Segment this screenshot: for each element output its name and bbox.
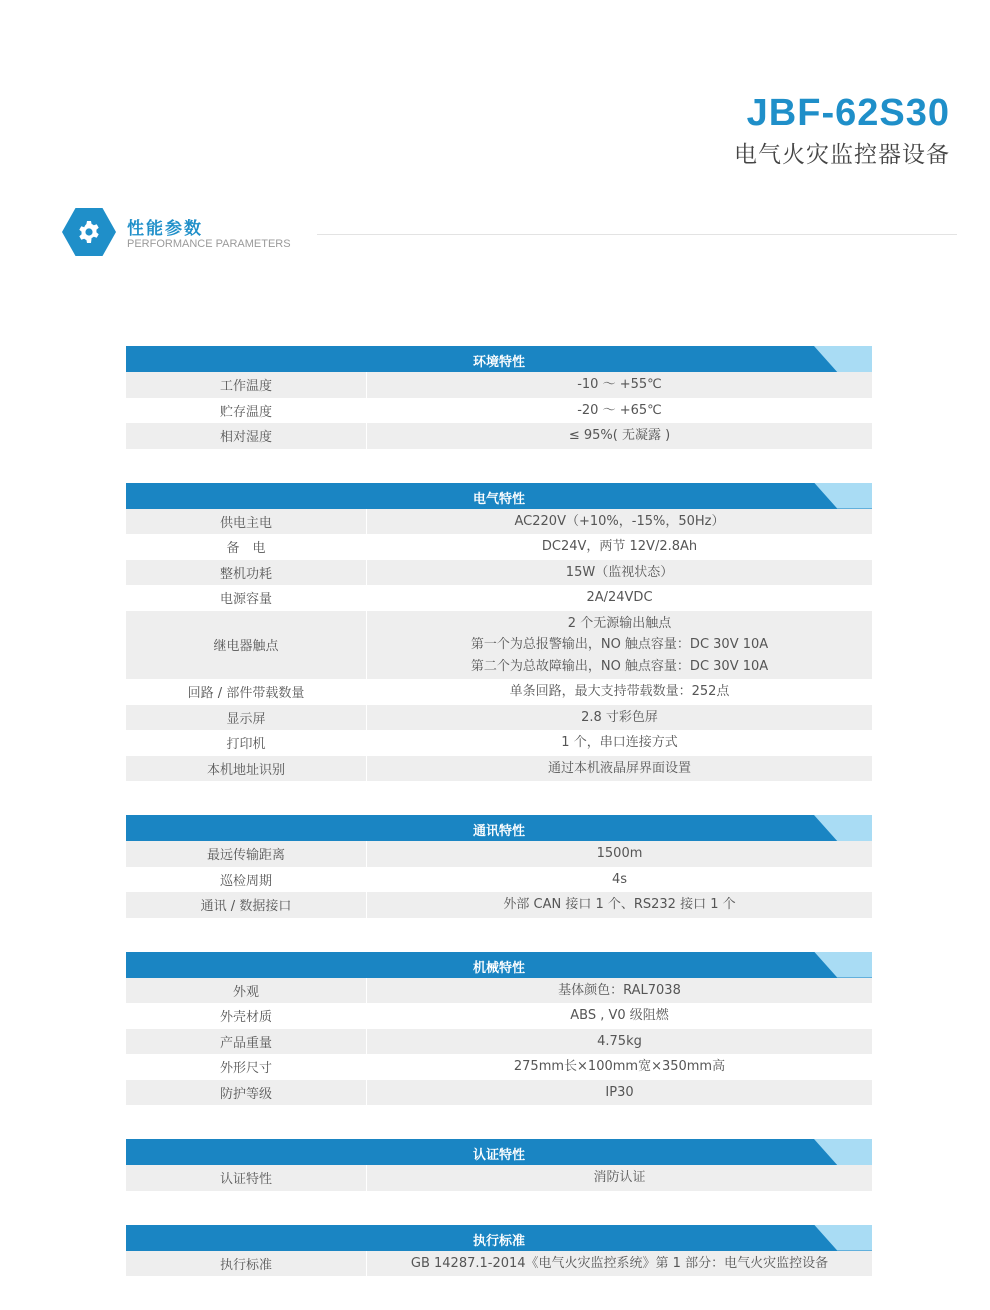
- product-name: 电气火灾监控器设备: [734, 142, 950, 168]
- row-value-line: AC220V（+10%，-15%，50Hz）: [514, 513, 725, 529]
- row-label: 显示屏: [126, 705, 367, 731]
- row-label: 外形尺寸: [126, 1054, 367, 1080]
- table-title: 环境特性: [472, 355, 525, 370]
- row-label: 工作温度: [126, 372, 367, 398]
- row-label: 最远传输距离: [126, 841, 367, 867]
- table-row: [126, 534, 872, 560]
- row-value: [367, 730, 872, 756]
- row-value-line: 基体颜色：RAL7038: [558, 982, 681, 998]
- row-value-line: ABS , V0 级阻燃: [570, 1008, 669, 1023]
- spec-table: [126, 1225, 872, 1277]
- row-value-line: GB 14287.1-2014《电气火灾监控系统》第 1 部分：电气火灾监控设备: [410, 1255, 829, 1271]
- row-label: 整机功耗: [126, 560, 367, 586]
- row-value: [367, 1003, 872, 1029]
- table-row: [126, 705, 872, 731]
- row-value: [367, 867, 872, 893]
- row-value: [367, 756, 872, 782]
- table-header-band: [126, 1139, 872, 1165]
- row-value-line: 4s: [611, 871, 628, 887]
- row-value-line: 第二个为总故障输出，NO 触点容量：DC 30V 10A: [470, 658, 769, 674]
- row-value-line: 275mm长×100mm宽×350mm高: [513, 1059, 726, 1074]
- row-value-line: 通过本机液晶屏界面设置: [547, 760, 691, 776]
- model-number: JBF-62S30: [746, 92, 950, 134]
- table-header-band: [126, 815, 872, 841]
- spec-table: [126, 1139, 872, 1191]
- table-row: [126, 841, 872, 867]
- row-value-line: ≤ 95%( 无凝露 ): [568, 428, 671, 443]
- row-label: 回路 / 部件带载数量: [126, 679, 367, 705]
- table-title: 执行标准: [472, 1233, 525, 1249]
- table-row: [126, 1003, 872, 1029]
- row-value-line: IP30: [605, 1084, 634, 1100]
- table-row: [126, 756, 872, 782]
- row-value: [367, 1165, 872, 1191]
- spec-table: [126, 483, 872, 782]
- row-value-line: 1 个，串口连接方式: [561, 735, 678, 750]
- spec-table: [126, 952, 872, 1106]
- row-value-line: 2.8 寸彩色屏: [581, 709, 658, 725]
- section-subtitle: PERFORMANCE PARAMETERS: [127, 238, 291, 250]
- spec-table: [126, 346, 872, 449]
- table-row: [126, 1054, 872, 1080]
- table-title: 通讯特性: [472, 824, 525, 839]
- table-row: [126, 978, 872, 1004]
- row-value: [367, 841, 872, 867]
- table-row: [126, 585, 872, 611]
- gear-icon: [77, 220, 101, 244]
- row-label: 本机地址识别: [126, 756, 367, 782]
- row-label: 通讯 / 数据接口: [126, 892, 367, 918]
- table-header-band: [126, 483, 872, 509]
- row-label: 防护等级: [126, 1080, 367, 1106]
- table-header-band: [126, 952, 872, 978]
- row-value-line: 4.75kg: [597, 1033, 642, 1049]
- section-title: 性能参数: [127, 219, 203, 239]
- row-value-line: 外部 CAN 接口 1 个、RS232 接口 1 个: [503, 897, 736, 912]
- table-row: [126, 423, 872, 449]
- row-label: 继电器触点: [126, 611, 367, 680]
- section-divider: [317, 234, 957, 235]
- table-row: [126, 679, 872, 705]
- row-value-line: 1500m: [596, 846, 643, 861]
- row-value: [367, 372, 872, 398]
- row-label: 供电主电: [126, 509, 367, 535]
- row-value-line: 单条回路，最大支持带载数量：252点: [509, 684, 730, 699]
- row-value: [367, 509, 872, 535]
- row-label: 认证特性: [126, 1165, 367, 1191]
- row-label: 产品重量: [126, 1029, 367, 1055]
- row-label: 贮存温度: [126, 398, 367, 424]
- row-label: 执行标准: [126, 1251, 367, 1277]
- row-value: [367, 1080, 872, 1106]
- table-row: [126, 1080, 872, 1106]
- row-value: [367, 611, 872, 680]
- row-value: [367, 892, 872, 918]
- row-value-line: 第一个为总报警输出，NO 触点容量：DC 30V 10A: [470, 637, 769, 652]
- row-value: [367, 1251, 872, 1277]
- row-value-line: -10 ～ +55℃: [577, 377, 662, 392]
- row-value: [367, 705, 872, 731]
- table-title: 电气特性: [472, 491, 525, 507]
- table-row: [126, 509, 872, 535]
- table-row: [126, 1251, 872, 1277]
- row-label: 巡检周期: [126, 867, 367, 893]
- table-row: [126, 1165, 872, 1191]
- table-row: [126, 611, 872, 680]
- section-header: [62, 208, 962, 258]
- row-value: [367, 585, 872, 611]
- table-row: [126, 372, 872, 398]
- row-label: 外观: [126, 978, 367, 1004]
- table-row: [126, 730, 872, 756]
- row-value-line: -20 ～ +65℃: [577, 402, 662, 418]
- row-label: 打印机: [126, 730, 367, 756]
- row-value-line: 15W（监视状态）: [565, 564, 674, 580]
- row-label: 备 电: [126, 534, 367, 560]
- table-header-band: [126, 1225, 872, 1251]
- row-label: 相对湿度: [126, 423, 367, 449]
- row-value: [367, 978, 872, 1004]
- table-row: [126, 398, 872, 424]
- table-title: 认证特性: [472, 1148, 525, 1163]
- table-row: [126, 560, 872, 586]
- table-row: [126, 1029, 872, 1055]
- table-title: 机械特性: [472, 960, 525, 976]
- table-row: [126, 892, 872, 918]
- spec-table: [126, 815, 872, 918]
- row-value: [367, 534, 872, 560]
- row-value: [367, 679, 872, 705]
- row-value-line: 消防认证: [593, 1170, 646, 1185]
- row-value-line: 2 个无源输出触点: [567, 615, 672, 631]
- row-label: 电源容量: [126, 585, 367, 611]
- table-row: [126, 867, 872, 893]
- spec-tables: [126, 346, 872, 1310]
- row-value-line: 2A/24VDC: [586, 590, 653, 605]
- row-value: [367, 423, 872, 449]
- row-value: [367, 398, 872, 424]
- row-value: [367, 1054, 872, 1080]
- row-value: [367, 560, 872, 586]
- row-value-line: DC24V，两节 12V/2.8Ah: [541, 539, 698, 554]
- table-header-band: [126, 346, 872, 372]
- row-label: 外壳材质: [126, 1003, 367, 1029]
- row-value: [367, 1029, 872, 1055]
- section-badge: [62, 208, 116, 256]
